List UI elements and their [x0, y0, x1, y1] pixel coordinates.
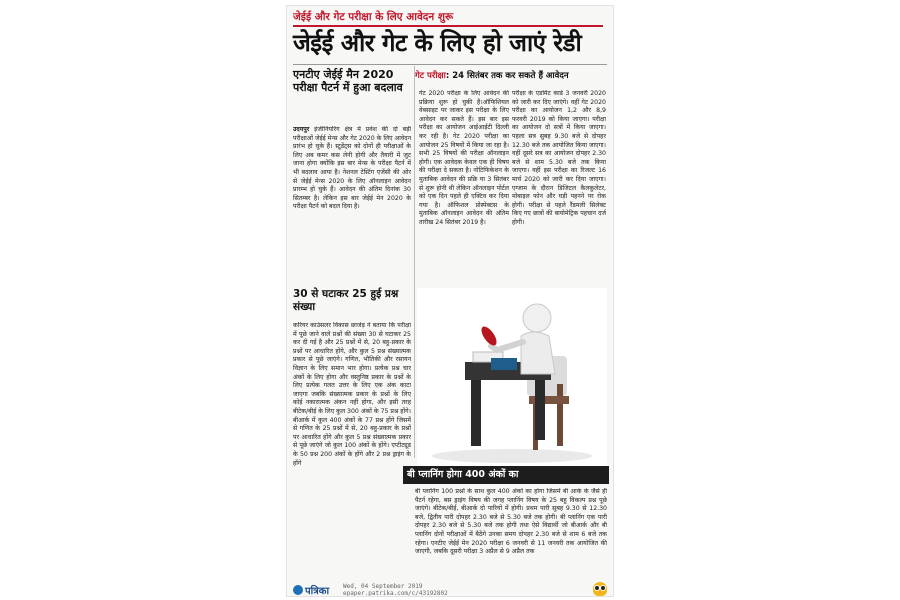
kicker: जेईई और गेट परीक्षा के लिए आवेदन शुरू — [293, 10, 603, 27]
headline: जेईई और गेट के लिए हो जाएं रेडी — [293, 29, 582, 57]
gate-article-col2: परीक्षा के एडमिट कार्ड 3 जनवरी 2020 को जारी कर दिए जाएंगे। वहीं गेट 2020 परीक्षा का आयोजन 1,2 और 8,9 फरवरी 2019 को किया जाएगा। परीक्षा का आयोजन दो सत्रों में किया जाएगा। पहला सत्र सुबह 9.30 बजे से दोपहर 12.30 बजे तक आयोजित किया जाएगा। वहीं दूसरे सत्र का आयोजन दोपहर 2.30 बजे से शाम 5.30 बजे तक किया जाएगा। वहीं इस परीक्षा का रिजल्ट 16 मार्च 2020 को जारी कर दिया जाएगा। एग्जाम के दौरान डिजिटल कैलकुलेटर, मोबाइल फोन और घड़ी पहनने पर रोक होगी। परीक्षा से पहले रैंडमली सिलेक्ट किए गए छात्रों की बायोमेट्रिक पहचान दर्ज होगी। — [512, 90, 606, 226]
footer-date: Wed, 04 September 2019 — [343, 583, 423, 590]
footer-info — [343, 583, 448, 596]
gate-article-title — [415, 68, 607, 84]
divider — [293, 64, 607, 65]
student-desk-illustration — [417, 288, 607, 466]
column-divider — [414, 66, 415, 458]
gate-title-text: : 24 सितंबर तक कर सकते हैं आवेदन — [445, 71, 569, 81]
owl-mascot-icon — [593, 582, 607, 596]
left-article-text: इंजीनियरिंग क्षेत्र में प्रवेश की दो बड़ी परीक्षाओं जेईई मेन्स और गेट 2020 के लिए आवेदन प्रारंभ हो चुके हैं। स्टूडेंट्स को दोनों ही परीक्षाओं के लिए अब कमर कस लेनी होगी और तैयारी में जुट जाना होगा क्योंकि इस बार मेन्स के परीक्षा पैटर्न में भी बदलाव आया है। नेशनल टेस्टिंग एजेंसी की ओर से जेईई मेन्स 2020 के लिए ऑनलाइन आवेदन प्रारम्भ हो चुके हैं। आवेदन की अंतिम दिनांक 30 सितम्बर है। लेकिन इस बार जेईई मेन 2020 के परीक्षा पैटर्न को बदल दिया है। — [293, 126, 411, 211]
newspaper-clipping — [287, 6, 613, 596]
patrika-logo: पत्रिका — [305, 586, 330, 596]
dateline: उदयपुर — [293, 126, 310, 133]
footer — [287, 584, 613, 596]
gate-tag: गेट परीक्षा — [415, 71, 446, 81]
patrika-logo-icon — [293, 585, 303, 595]
desk-figure-svg — [417, 288, 607, 466]
bplan-article-title: बी प्लानिंग होगा 400 अंकों का — [403, 466, 609, 484]
left-article-body2: करियर काउंसलर विकास छाजेड़ ने बताया कि परीक्षा में पूछे जाने वाले प्रश्नों की संख्या 30 से घटाकर 25 कर दी गई है और 25 प्रश्नों में से, 20 बहु-प्रकार के प्रश्नों पर आधारित होंगे, और कुल 5 प्रश्न संख्यात्मक प्रकार से पूछे जाएंगे। गणित, भौतिकी और रसायन विज्ञान के लिए समान भार होगा। प्रत्येक प्रश्न चार अंकों के लिए होगा और वस्तुनिष्ठ प्रकार के प्रश्नों के लिए प्रत्येक गलत उत्तर के लिए एक अंक काटा जाएगा जबकि संख्यात्मक प्रकार के प्रश्नों के लिए कोई नकारात्मक अंकन नहीं होगा, और इसी तरह बीटेक/बीई के लिए कुल 300 अंकों के 75 प्रश्न होंगे। बीआर्क में कुल 400 अंकों के 77 प्रश्न होंगे जिसमें से गणित के 25 प्रश्नों में से, 20 बहु-प्रकार के प्रश्नों पर आधारित होंगे और कुल 5 प्रश्न संख्यात्मक प्रकार से पूछे जाएंगे जो कुल 100 अंकों के होंगे। एप्टीट्यूड के 50 प्रश्न 200 अंकों के होंगे और 2 प्रश्न ड्राइंग के होंगे — [293, 322, 411, 467]
left-article-body — [293, 126, 411, 286]
gate-article-col1: गेट 2020 परीक्षा के लिए आवेदन की प्रक्रिया शुरू हो चुकी है।ऑफिशियल वेबसाइट पर जाकर इस परीक्षा के लिए आवेदन कर सकते हैं। इस बार इस परीक्षा का आयोजन आईआईटी दिल्ली कर रही है। गेट 2020 परीक्षा का आयोजन 25 विषयों में किया जा रहा है। सभी 25 विषयों की परीक्षा ऑनलाइन होगी। एक आवेदक केवल एक ही विषय की परीक्षा दे सकता है। नोटिफिकेशन के मुताबिक आवेदन की प्रक्रि या 3 सितंबर से शुरू होनी थी लेकिन ऑनलाइन पोर्टल को एक दिन पहले ही एक्टिव कर दिया गया है। ऑफिशल प्रोस्पेक्टस के मुताबिक ऑनलाइन आवेदन की अंतिम तारीख 24 सितंबर 2019 है। — [419, 90, 509, 226]
left-subhead: 30 से घटाकर 25 हुई प्रश्न संख्या — [293, 288, 399, 313]
bplan-article-body: बी प्लानिंग 100 प्रश्नों के साथ कुल 400 अंकों का होगा जिसमें बी आर्क के जैसे ही पैटर्न रहेगा, बस ड्राइंग विषय की जगह प्लानिंग विषय के 25 बहु विकल्प प्रश्न पूछे जाएंगे। बीटेक/बीई, बीआर्क दो पारियों में होगी। प्रथम पारी सुबह 9.30 से 12.30 बजे, द्वितीय पारी दोपहर 2.30 बजे से 5.30 बजे तक होगी। बी प्लानिंग एक पारी दोपहर 2.30 बजे से 5.30 बजे तक होगी तथा ऐसे विद्यार्थी जो बीआर्क और बी प्लानिंग दोनों परीक्षाओं में बैठेंगे उनका समय दोपहर 2.30 बजे से शाम 6 बजे तक रहेगा। एनटीए जेईई मेन 2020 परीक्षा 6 जनवरी से 11 जनवरी तक आयोजित की जाएगी, जबकि दूसरी परीक्षा 3 अप्रैल से 9 अप्रैल तक — [415, 488, 607, 556]
footer-url[interactable]: epaper.patrika.com/c/43192802 — [343, 590, 448, 596]
left-article-title: एनटीए जेईई मैन 2020 परीक्षा पैटर्न में हुआ बदलाव — [293, 68, 403, 94]
